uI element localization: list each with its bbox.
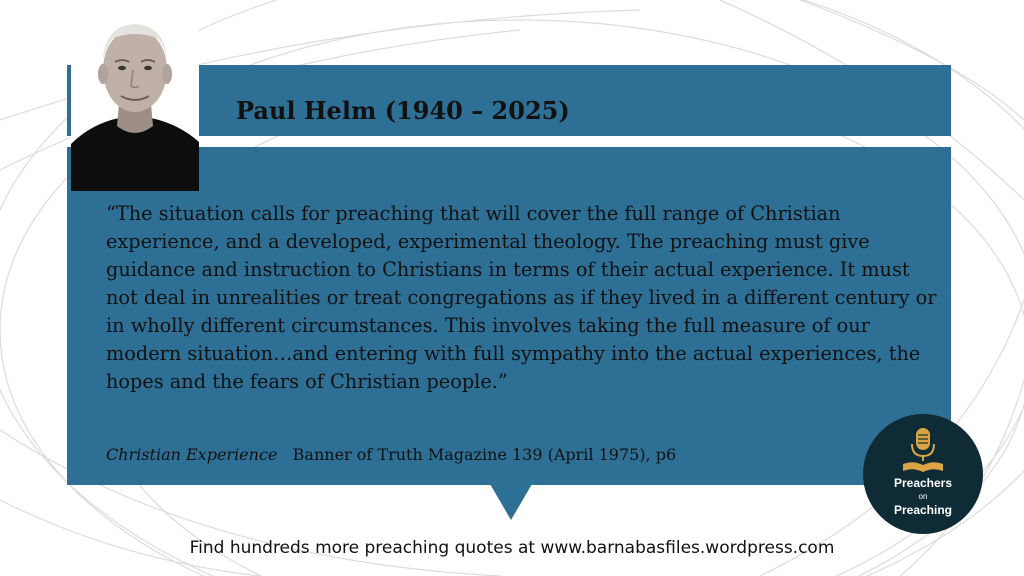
speaker-title: Paul Helm (1940 – 2025)	[236, 96, 570, 125]
logo-line-2: on	[918, 492, 928, 501]
citation	[106, 445, 676, 464]
logo-line-3: Preaching	[893, 503, 953, 517]
footer-link-text[interactable]: Find hundreds more preaching quotes at www.barnabasfiles.wordpress.com	[189, 538, 835, 558]
citation-source: Banner of Truth Magazine 139 (April 1975), p6	[292, 445, 677, 464]
microphone-book-icon	[901, 428, 945, 479]
citation-work: Christian Experience	[106, 445, 278, 464]
author-portrait	[71, 12, 199, 191]
quote-text: “The situation calls for preaching that will cover the full range of Christian experience, and a developed, experimental theology. The preaching must give guidance and instruction to Christians in terms of their actual experience. It must not deal in unrealities or treat congregations as if they lived in a different century or in wholly different circumstances. This involves taking the full measure of our modern situation…and entering with full sympathy into the actual experiences, the hopes and the fears of Christian people.”	[106, 202, 937, 393]
speech-pointer	[490, 484, 532, 520]
logo-line-1: Preachers	[893, 476, 953, 490]
preachers-on-preaching-logo	[863, 414, 983, 534]
